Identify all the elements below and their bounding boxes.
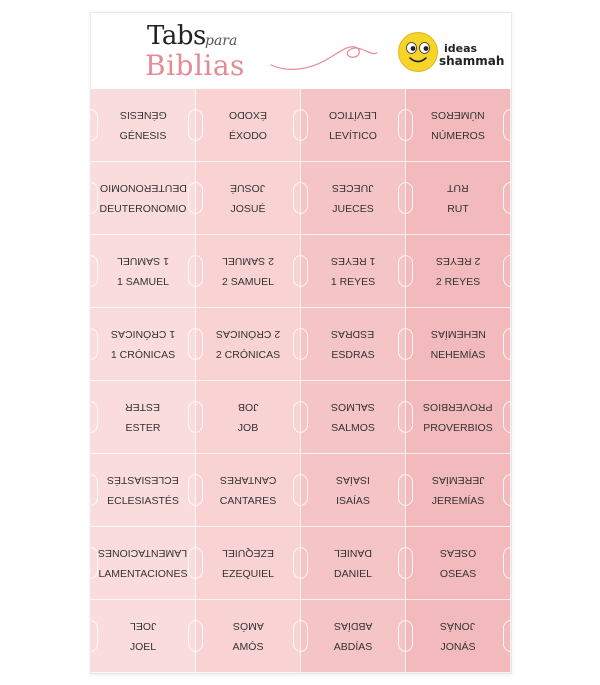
tab-label-upside-down: ECLESIASTÉS xyxy=(107,473,179,486)
bible-tab xyxy=(196,381,301,454)
bible-tab xyxy=(301,454,406,527)
tab-label-upside-down: ÉXODO xyxy=(229,108,267,121)
bible-tab xyxy=(406,454,511,527)
bible-tab xyxy=(196,454,301,527)
tab-label-upside-down: ESTER xyxy=(125,400,161,413)
tab-cut-notch xyxy=(90,401,98,433)
bible-tab xyxy=(406,235,511,308)
tab-label-upside-down: NEHEMÍAS xyxy=(430,327,486,340)
bible-tab xyxy=(91,454,196,527)
tab-label-upside-down: PROVERBIOS xyxy=(423,400,493,413)
tab-cut-notch xyxy=(300,328,308,360)
tab-cut-notch xyxy=(405,547,413,579)
bible-tab xyxy=(91,600,196,673)
tab-cut-notch xyxy=(195,109,203,141)
bible-tab xyxy=(406,600,511,673)
tab-cut-notch xyxy=(405,474,413,506)
tab-label-upside-down: 2 CRÓNICAS xyxy=(215,327,281,340)
tab-cut-notch xyxy=(300,620,308,652)
tab-cut-notch xyxy=(405,328,413,360)
bible-tab xyxy=(301,162,406,235)
tab-cut-notch xyxy=(503,255,511,287)
tab-cut-notch xyxy=(195,182,203,214)
tab-label: RUT xyxy=(447,202,469,215)
bible-tab xyxy=(196,600,301,673)
tab-sheet xyxy=(90,12,512,674)
tab-label: NEHEMÍAS xyxy=(430,348,486,361)
tab-cut-notch xyxy=(300,401,308,433)
sheet-header xyxy=(91,13,511,89)
swirl-flourish-icon xyxy=(269,39,379,73)
tab-label: 1 REYES xyxy=(330,275,376,288)
tab-label-upside-down: JUECES xyxy=(332,181,374,194)
bible-tab xyxy=(301,600,406,673)
tab-label-upside-down: SALMOS xyxy=(331,400,375,413)
tab-cut-notch xyxy=(405,620,413,652)
tab-label: LEVÍTICO xyxy=(329,129,377,142)
tab-label-upside-down: DANIEL xyxy=(334,546,372,559)
tab-cut-notch xyxy=(90,182,98,214)
tab-label-upside-down: OSEAS xyxy=(439,546,477,559)
bible-tab xyxy=(406,308,511,381)
tab-label: EZEQUIEL xyxy=(222,567,274,580)
tab-label-upside-down: 2 SAMUEL xyxy=(222,254,274,267)
bible-tab xyxy=(301,527,406,600)
tab-label: JOB xyxy=(237,421,259,434)
tab-label: DANIEL xyxy=(334,567,372,580)
tab-cut-notch xyxy=(90,109,98,141)
tab-cut-notch xyxy=(90,547,98,579)
tab-cut-notch xyxy=(195,401,203,433)
tab-cut-notch xyxy=(503,109,511,141)
title-biblias: Biblias xyxy=(145,49,245,82)
bible-tab xyxy=(406,527,511,600)
bible-tab xyxy=(91,89,196,162)
smiley-face-icon xyxy=(397,31,439,73)
bible-tab xyxy=(301,308,406,381)
tab-label-upside-down: JONÁS xyxy=(440,619,476,632)
tab-label: ESTER xyxy=(125,421,161,434)
tab-label: JOEL xyxy=(129,640,157,653)
tab-label-upside-down: 2 REYES xyxy=(435,254,481,267)
tab-cut-notch xyxy=(405,401,413,433)
tab-cut-notch xyxy=(195,620,203,652)
tab-cut-notch xyxy=(90,255,98,287)
bible-tab xyxy=(196,89,301,162)
tab-cut-notch xyxy=(300,474,308,506)
tab-label: AMÓS xyxy=(232,640,264,653)
tab-label: DEUTERONOMIO xyxy=(99,202,187,215)
tab-label: ABDÍAS xyxy=(333,640,373,653)
tab-cut-notch xyxy=(503,401,511,433)
tab-label-upside-down: ESDRAS xyxy=(331,327,375,340)
bible-tab xyxy=(406,381,511,454)
bible-tab xyxy=(91,235,196,308)
tab-label: OSEAS xyxy=(439,567,477,580)
tab-label-upside-down: EZEQUIEL xyxy=(222,546,274,559)
tab-cut-notch xyxy=(300,255,308,287)
tab-label-upside-down: NÚMEROS xyxy=(431,108,485,121)
tab-label: JEREMÍAS xyxy=(431,494,485,507)
tab-label: 2 SAMUEL xyxy=(222,275,274,288)
tab-cut-notch xyxy=(90,620,98,652)
tab-label: GÉNESIS xyxy=(119,129,167,142)
tab-label: PROVERBIOS xyxy=(423,421,493,434)
title-para: para xyxy=(205,33,238,49)
tab-label-upside-down: ISAÍAS xyxy=(336,473,370,486)
tab-label-upside-down: LAMENTACIONES xyxy=(98,546,188,559)
tab-label: 2 REYES xyxy=(435,275,481,288)
tab-cut-notch xyxy=(300,547,308,579)
bible-tab xyxy=(196,162,301,235)
tab-cut-notch xyxy=(195,328,203,360)
tab-cut-notch xyxy=(195,255,203,287)
tab-label: ÉXODO xyxy=(229,129,267,142)
tab-label: NÚMEROS xyxy=(431,129,485,142)
tab-cut-notch xyxy=(195,474,203,506)
tab-label: JUECES xyxy=(332,202,374,215)
tab-label: CANTARES xyxy=(219,494,277,507)
tab-label-upside-down: ABDÍAS xyxy=(333,619,373,632)
tab-cut-notch xyxy=(300,109,308,141)
bible-tab xyxy=(91,381,196,454)
bible-tab xyxy=(91,162,196,235)
bible-tab xyxy=(91,527,196,600)
tab-cut-notch xyxy=(503,547,511,579)
tab-cut-notch xyxy=(405,182,413,214)
bible-tab xyxy=(301,89,406,162)
tab-label-upside-down: JEREMÍAS xyxy=(431,473,485,486)
tab-label-upside-down: LEVÍTICO xyxy=(329,108,377,121)
brand-shammah: shammah xyxy=(439,54,505,68)
tab-label-upside-down: DEUTERONOMIO xyxy=(99,181,187,194)
bible-tab xyxy=(406,89,511,162)
tab-label-upside-down: JOEL xyxy=(129,619,157,632)
tab-label-upside-down: JOB xyxy=(237,400,259,413)
tab-label: 1 CRÓNICAS xyxy=(110,348,176,361)
tab-cut-notch xyxy=(503,474,511,506)
brand-ideas: ideas xyxy=(444,42,478,55)
tab-label-upside-down: 1 SAMUEL xyxy=(117,254,169,267)
bible-tab xyxy=(196,527,301,600)
tab-cut-notch xyxy=(90,328,98,360)
tab-label: SALMOS xyxy=(331,421,375,434)
tab-grid xyxy=(91,89,511,673)
bible-tab xyxy=(406,162,511,235)
tab-cut-notch xyxy=(195,547,203,579)
tab-label-upside-down: AMÓS xyxy=(232,619,264,632)
tab-cut-notch xyxy=(90,474,98,506)
tab-cut-notch xyxy=(503,620,511,652)
tab-label-upside-down: CANTARES xyxy=(219,473,277,486)
tab-cut-notch xyxy=(503,328,511,360)
tab-label: ECLESIASTÉS xyxy=(107,494,179,507)
tab-label: ISAÍAS xyxy=(336,494,370,507)
bible-tab xyxy=(301,381,406,454)
tab-label: JONÁS xyxy=(440,640,476,653)
tab-label: ESDRAS xyxy=(331,348,375,361)
tab-label-upside-down: 1 CRÓNICAS xyxy=(110,327,176,340)
tab-label: LAMENTACIONES xyxy=(98,567,188,580)
bible-tab xyxy=(91,308,196,381)
tab-cut-notch xyxy=(503,182,511,214)
bible-tab xyxy=(196,308,301,381)
tab-label-upside-down: RUT xyxy=(447,181,469,194)
tab-label: 1 SAMUEL xyxy=(117,275,169,288)
tab-cut-notch xyxy=(405,109,413,141)
tab-label: 2 CRÓNICAS xyxy=(215,348,281,361)
tab-label-upside-down: 1 REYES xyxy=(330,254,376,267)
tab-label-upside-down: GÉNESIS xyxy=(119,108,167,121)
tab-label: JOSUÉ xyxy=(230,202,266,215)
tab-cut-notch xyxy=(300,182,308,214)
tab-cut-notch xyxy=(405,255,413,287)
tab-label-upside-down: JOSUÉ xyxy=(230,181,266,194)
bible-tab xyxy=(301,235,406,308)
title-tabs: Tabs xyxy=(147,21,206,51)
bible-tab xyxy=(196,235,301,308)
